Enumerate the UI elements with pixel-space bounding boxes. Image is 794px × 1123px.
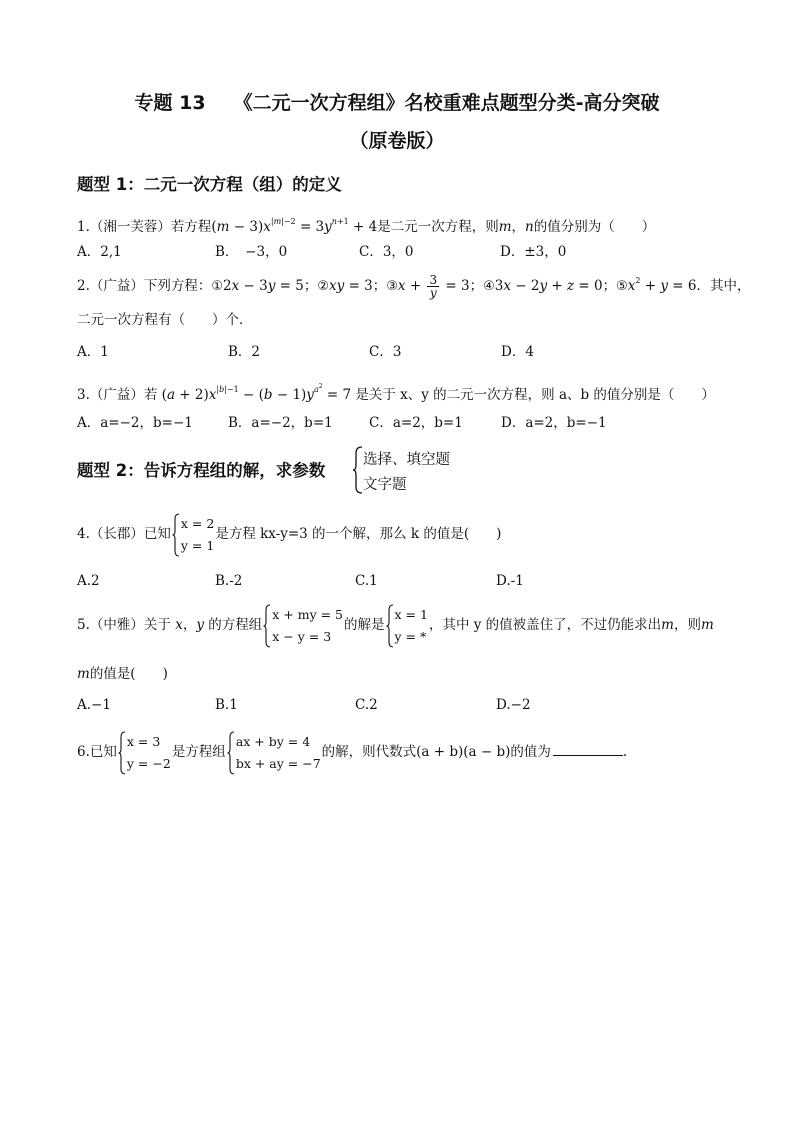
q6-sys1-row-2: y = −2 [126,755,171,771]
q1-equation: $(m - 3)x^{|m|-2} = 3y^{n+1} + 4$ [211,217,378,235]
q1-tail: 的值分别为（ ） [533,219,656,235]
q3-option-c[interactable]: C．a=2，b=1 [369,415,463,431]
q6-end: . [622,744,628,760]
q5-tail: ，则 [673,617,701,633]
question-4 [77,512,501,557]
q5-line-2: m的值是( ) [77,666,168,682]
q4-sys-row-2: y = 1 [180,537,215,553]
q3-prefix: 3.（广益）若 [77,387,158,403]
q6-sys1-row-1: x = 3 [126,733,161,749]
question-2 [77,272,751,299]
q5-equation-system [263,604,343,648]
page-title [0,88,794,115]
question-5: 5.（中雅）关于 x，y 的方程组 x + my = 5 x − y = 3 的解是 x = 1 y = * ，其中 y 的值被盖住了，不过仍能求出m，则m [77,603,714,648]
q6-solution-system [118,731,171,775]
q5-sys1-row-2: x − y = 3 [272,628,332,644]
section-1-heading: 题型 1：二元一次方程（组）的定义 [77,175,342,194]
q3-option-a[interactable]: A．a=−2，b=−1 [77,415,193,431]
question-6 [77,730,627,775]
q4-prefix: 4.（长郡）已知 [77,526,171,542]
q6-equation-system [227,731,321,775]
q2-option-d[interactable]: D．4 [501,344,534,360]
question-3 [77,378,715,404]
q5-option-d[interactable]: D.−2 [496,697,531,713]
page-subtitle: （原卷版） [349,130,445,152]
q2-prefix: 2.（广益）下列方程： [77,278,212,294]
q1-var-m: m [498,219,512,235]
q3-option-d[interactable]: D．a=2，b=−1 [501,415,607,431]
q1-var-n: n [525,219,534,235]
q5-option-a[interactable]: A.−1 [77,697,111,713]
q4-option-c[interactable]: C.1 [355,573,378,589]
q4-option-d[interactable]: D.-1 [496,573,524,589]
section-2-item-2: 文字题 [363,477,407,493]
q5-option-c[interactable]: C.2 [355,697,378,713]
q5-sys2-row-1: x = 1 [394,606,428,622]
title-topic-number: 专题 13 [134,92,206,114]
q2-end: ．其中， [696,278,751,294]
q1-suffix: 是二元一次方程，则 [377,219,499,235]
q1-prefix: 1.（湘一芙蓉）若方程 [77,219,212,235]
q5-mid1: 的方程组 [208,617,263,633]
q6-tail: 的值为 [510,744,551,760]
q6-expression: (a + b)(a − b) [416,744,511,760]
q4-suffix: 是方程 kx-y=3 的一个解，那么 k 的值是( ) [215,526,502,542]
q2-option-b[interactable]: B．2 [228,344,261,360]
q6-answer-blank[interactable] [553,755,623,756]
question-1: 1.（湘一芙蓉）若方程$(m - 3)x^{|m|-2} = 3y^{n+1} + 4$是二元一次方程，则m，n的值分别为（ ） [77,217,656,235]
q4-sys-row-1: x = 2 [180,515,215,531]
q1-option-c[interactable]: C．3，0 [359,244,414,260]
title-topic-name: 《二元一次方程组》名校重难点题型分类-高分突破 [233,92,660,114]
q5-sys2-row-2: y = * [394,628,427,644]
q4-solution-system [172,513,214,557]
q5-mid2: 的解是 [344,617,385,633]
q6-mid: 是方程组 [171,744,226,760]
q3-equation: $(a + 2)x^{|b|-1} - (b - 1)y^{a^2} = 7$ [157,383,356,403]
q6-suffix: 的解，则代数式 [321,744,417,760]
q4-option-b[interactable]: B.-2 [215,573,243,589]
q5-solution-system [386,604,428,648]
q1-option-d[interactable]: D．±3，0 [500,244,567,260]
q2-line-2: 二元一次方程有（ ）个． [77,312,253,328]
q1-option-a[interactable]: A．2,1 [77,244,122,260]
section-2-heading: 题型 2：告诉方程组的解，求参数 [77,461,326,480]
q1-option-b[interactable]: B． −3，0 [215,244,288,260]
q5-prefix: 5.（中雅）关于 [77,617,171,633]
q6-prefix: 6.已知 [77,744,117,760]
q5-sys1-row-1: x + my = 5 [272,606,344,622]
q6-sys2-row-1: ax + by = 4 [235,733,311,749]
q4-option-a[interactable]: A.2 [77,573,100,589]
q5-line2-text: 的值是( ) [89,666,168,682]
q2-option-c[interactable]: C．3 [369,344,402,360]
section-2-item-1: 选择、填空题 [363,452,450,468]
q5-option-b[interactable]: B.1 [215,697,238,713]
q3-suffix: 是关于 x、y 的二元一次方程，则 a、b 的值分别是（ ） [355,387,715,403]
q3-option-b[interactable]: B．a=−2，b=1 [228,415,333,431]
q6-sys2-row-2: bx + ay = −7 [235,755,321,771]
q2-option-a[interactable]: A．1 [77,344,109,360]
q2-equations: ①2x − 3y = 5；②xy = 3；③x + $\frac{3}{y}$ = 3；④3x − 2y + z = 0；$⑤x^2 + y = 6$ [211,273,697,300]
q5-suffix: ，其中 y 的值被盖住了，不过仍能求出 [428,617,662,633]
